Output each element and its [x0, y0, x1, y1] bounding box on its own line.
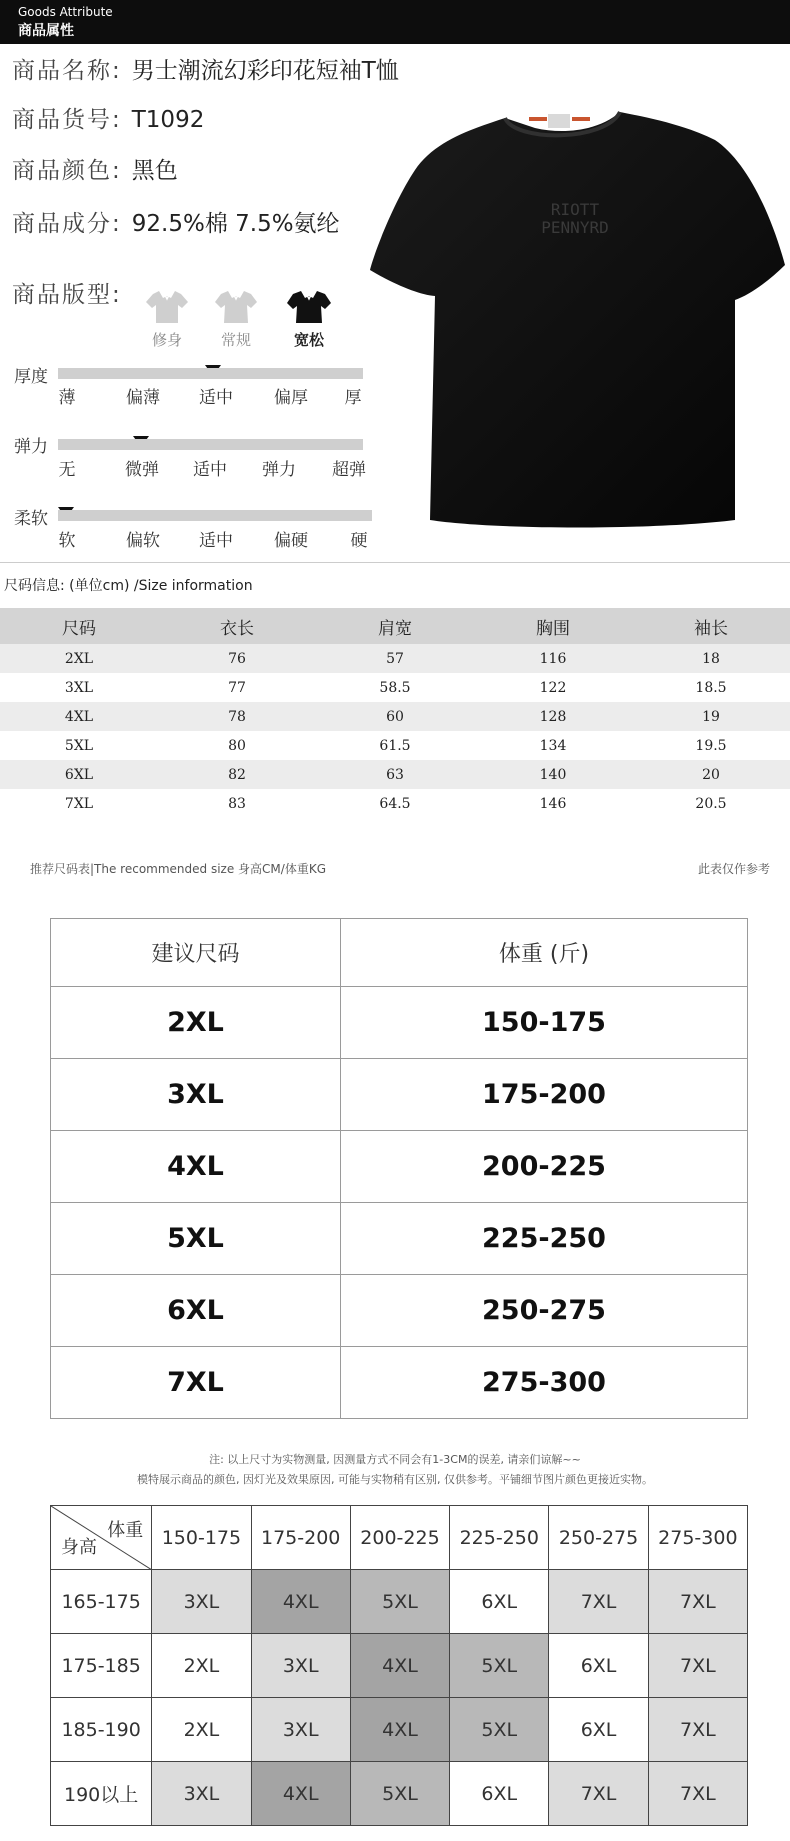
table-cell: 7XL: [51, 1347, 341, 1419]
table-cell: 82: [158, 760, 316, 789]
table-cell: 4XL: [350, 1698, 449, 1762]
matrix-corner-height: 身高: [61, 1537, 97, 1558]
table-cell: 64.5: [379, 795, 411, 812]
matrix-corner-weight: 体重: [107, 1520, 144, 1541]
recommend-caption: 推荐尺码表|The recommended size 身高CM/体重KG: [30, 862, 326, 876]
slider-tick: 薄: [58, 388, 76, 408]
shirt-print-line2: PENNYRD: [541, 218, 609, 237]
table-header: 175-200: [251, 1506, 350, 1570]
table-row: [0, 731, 790, 760]
table-header: 225-250: [450, 1506, 549, 1570]
attr-sku-value: T1092: [131, 107, 205, 133]
table-header: 275-300: [648, 1506, 747, 1570]
table-cell: 57: [316, 644, 474, 673]
table-cell: 2XL: [51, 987, 341, 1059]
table-cell: 4XL: [251, 1762, 350, 1826]
slider-tick: 无: [58, 460, 76, 480]
table-cell: 3XL: [152, 1570, 251, 1634]
table-cell: 4XL: [251, 1570, 350, 1634]
table-cell: 2XL: [152, 1634, 251, 1698]
shirt-print-line1: RIOTT: [550, 200, 600, 219]
table-cell: 18: [632, 644, 790, 673]
table-cell: 116: [474, 644, 632, 673]
table-cell: 6XL: [51, 1275, 341, 1347]
table-cell: 19.5: [695, 737, 727, 754]
table-cell: 61.5: [379, 737, 411, 754]
table-cell: 63: [316, 760, 474, 789]
slider-softness-label: 柔软: [14, 509, 48, 529]
recommend-table: [50, 918, 748, 1419]
size-info-title: 尺码信息: (单位cm) /Size information: [4, 578, 253, 594]
slider-tick: 偏厚: [274, 388, 308, 408]
tshirt-icon: [287, 287, 331, 325]
slider-tick: 适中: [193, 460, 227, 480]
table-cell: 6XL: [549, 1698, 648, 1762]
table-cell: 5XL: [350, 1570, 449, 1634]
tshirt-photo: [365, 100, 790, 535]
attr-fit-label: 商品版型:: [12, 282, 122, 308]
recommend-disclaimer: 此表仅作参考: [698, 862, 771, 876]
attr-color-value: 黑色: [131, 158, 178, 184]
table-header: 胸围: [474, 608, 632, 644]
row-header: 175-185: [51, 1634, 152, 1698]
table-header-row: [0, 608, 790, 644]
table-cell: 150-175: [340, 987, 747, 1059]
table-row: [51, 1698, 748, 1762]
table-cell: 6XL: [0, 760, 158, 789]
table-row: [51, 1634, 748, 1698]
table-cell: 6XL: [450, 1762, 549, 1826]
slider-tick: 偏软: [126, 531, 160, 551]
attr-name-label: 商品名称:: [12, 58, 122, 84]
table-cell: 5XL: [450, 1634, 549, 1698]
table-cell: 60: [316, 702, 474, 731]
table-cell: 122: [539, 679, 567, 696]
slider-thickness-label: 厚度: [14, 367, 48, 387]
table-header: 体重 (斤): [340, 919, 747, 987]
table-cell: 3XL: [64, 679, 94, 696]
row-header: 185-190: [51, 1698, 152, 1762]
table-header: 衣长: [158, 608, 316, 644]
table-cell: 7XL: [549, 1570, 648, 1634]
attr-name: [12, 52, 399, 85]
table-cell: 275-300: [340, 1347, 747, 1419]
table-cell: 76: [158, 644, 316, 673]
table-header: 尺码: [0, 608, 158, 644]
slider-tick: 软: [58, 531, 76, 551]
table-row: [0, 644, 790, 673]
table-cell: 83: [228, 795, 246, 812]
table-cell: 5XL: [51, 1203, 341, 1275]
table-row: [51, 1275, 748, 1347]
table-cell: 4XL: [51, 1131, 341, 1203]
table-header: 建议尺码: [51, 919, 341, 987]
table-cell: 7XL: [648, 1634, 747, 1698]
size-info-table: [0, 608, 790, 818]
row-header: 165-175: [51, 1570, 152, 1634]
table-row: [51, 987, 748, 1059]
table-cell: 146: [539, 795, 567, 812]
fit-option-label: 常规: [220, 331, 251, 349]
table-cell: 20.5: [695, 795, 727, 812]
table-cell: 3XL: [251, 1634, 350, 1698]
table-cell: 5XL: [64, 737, 94, 754]
table-cell: 225-250: [340, 1203, 747, 1275]
matrix-corner: [51, 1506, 152, 1570]
table-cell: 77: [228, 679, 246, 696]
tshirt-icon: [214, 287, 258, 325]
fit-option-label: 修身: [151, 331, 182, 349]
table-row: [51, 1570, 748, 1634]
table-cell: 20: [632, 760, 790, 789]
slider-tick: 弹力: [262, 460, 296, 480]
fit-option-loose: [283, 287, 335, 350]
table-header: 250-275: [549, 1506, 648, 1570]
table-cell: 2XL: [0, 644, 158, 673]
table-cell: 140: [474, 760, 632, 789]
table-cell: 134: [539, 737, 567, 754]
fit-option-regular: [210, 287, 262, 350]
table-cell: 7XL: [648, 1570, 747, 1634]
table-cell: 128: [474, 702, 632, 731]
table-row: [0, 760, 790, 789]
header-title-cn: 商品属性: [18, 23, 74, 39]
table-cell: 78: [158, 702, 316, 731]
table-cell: 3XL: [251, 1698, 350, 1762]
attr-fit: [12, 276, 122, 309]
table-row: [0, 702, 790, 731]
attr-material-value: 92.5%棉 7.5%氨纶: [131, 211, 340, 237]
table-cell: 175-200: [340, 1059, 747, 1131]
attr-material: [12, 205, 340, 238]
table-row: [51, 1762, 748, 1826]
attr-color: [12, 152, 178, 185]
slider-thickness-track: [58, 368, 363, 379]
table-header: 肩宽: [316, 608, 474, 644]
slider-elasticity-track: [58, 439, 363, 450]
table-cell: 58.5: [379, 679, 411, 696]
attr-name-value: 男士潮流幻彩印花短袖T恤: [131, 58, 399, 84]
table-header: 150-175: [152, 1506, 251, 1570]
table-row: [0, 789, 790, 818]
fit-option-slim: [141, 287, 193, 350]
table-row: [51, 1203, 748, 1275]
table-cell: 5XL: [450, 1698, 549, 1762]
attr-material-label: 商品成分:: [12, 211, 122, 237]
slider-softness-track: [58, 510, 372, 521]
table-cell: 6XL: [549, 1634, 648, 1698]
table-cell: 7XL: [549, 1762, 648, 1826]
table-cell: 250-275: [340, 1275, 747, 1347]
header-bar: [0, 0, 790, 44]
table-cell: 2XL: [152, 1698, 251, 1762]
slider-tick: 适中: [199, 531, 233, 551]
fit-option-label: 宽松: [293, 331, 324, 349]
slider-tick: 超弹: [332, 460, 366, 480]
table-cell: 7XL: [648, 1698, 747, 1762]
table-row: [51, 1131, 748, 1203]
attr-color-label: 商品颜色:: [12, 158, 122, 184]
table-cell: 7XL: [648, 1762, 747, 1826]
product-image: [365, 100, 790, 535]
slider-tick: 偏硬: [274, 531, 308, 551]
row-header: 190以上: [51, 1762, 152, 1826]
table-cell: 4XL: [350, 1634, 449, 1698]
slider-tick: 适中: [199, 388, 233, 408]
table-header-row: [51, 1506, 748, 1570]
slider-tick: 厚: [344, 388, 362, 408]
note-color: 模特展示商品的颜色, 因灯光及效果原因, 可能与实物稍有区别, 仅供参考。平铺细节图片颜色更接近实物。: [137, 1473, 653, 1486]
table-header: 200-225: [350, 1506, 449, 1570]
attr-sku-label: 商品货号:: [12, 107, 122, 133]
size-matrix-table: [50, 1505, 748, 1826]
table-row: [51, 1347, 748, 1419]
table-cell: 5XL: [350, 1762, 449, 1826]
header-title-en: Goods Attribute: [18, 5, 113, 19]
table-cell: 3XL: [152, 1762, 251, 1826]
slider-tick: 微弹: [125, 460, 159, 480]
table-row: [51, 1059, 748, 1131]
slider-tick: 偏薄: [126, 388, 160, 408]
slider-elasticity-label: 弹力: [14, 437, 48, 457]
table-header-row: [51, 919, 748, 987]
table-header: 袖长: [632, 608, 790, 644]
table-cell: 3XL: [51, 1059, 341, 1131]
table-cell: 4XL: [0, 702, 158, 731]
table-cell: 200-225: [340, 1131, 747, 1203]
table-cell: 7XL: [64, 795, 94, 812]
table-cell: 80: [228, 737, 246, 754]
slider-tick: 硬: [350, 531, 368, 551]
table-row: [0, 673, 790, 702]
tshirt-icon: [145, 287, 189, 325]
note-measurement: 注: 以上尺寸为实物测量, 因测量方式不同会有1-3CM的误差, 请亲们谅解~~: [209, 1453, 581, 1466]
table-cell: 18.5: [695, 679, 727, 696]
table-cell: 6XL: [450, 1570, 549, 1634]
attr-sku: [12, 101, 204, 134]
table-cell: 19: [632, 702, 790, 731]
